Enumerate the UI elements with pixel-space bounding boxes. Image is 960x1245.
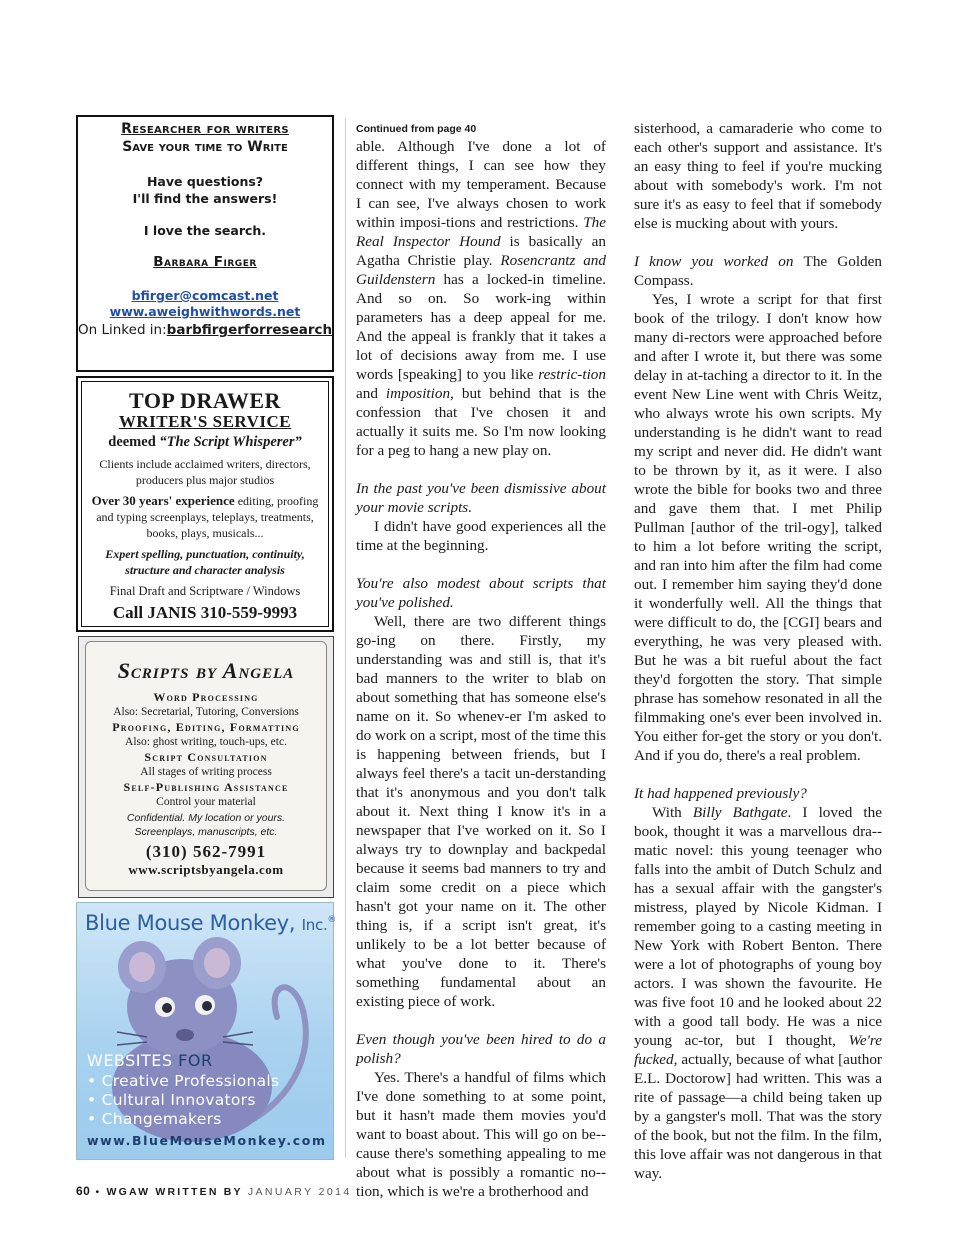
experience-bold: Over 30 years' experience	[91, 493, 235, 508]
registered-mark: ®	[327, 915, 337, 925]
text-run: but behind that is the confession that I've chosen it and actually it suits me. So I'm now looking for a peg to hang a new play on.	[356, 385, 606, 459]
ad-angela-h1: Word Processing	[153, 690, 259, 704]
col1-paragraph-1	[356, 137, 606, 460]
issue-date: JANUARY 2014	[247, 1186, 352, 1198]
ad-researcher-linkedin	[78, 322, 332, 338]
column-divider	[345, 118, 346, 1158]
ad-researcher	[76, 115, 334, 372]
ad-researcher-heading2: Save your time to Write	[122, 139, 288, 155]
ad-angela-italic2: Screenplays, manuscripts, etc.	[134, 826, 278, 838]
ad-researcher-website-link[interactable]: www.aweighwithwords.net	[109, 304, 301, 319]
ad-angela-s4: Control your material	[156, 796, 256, 808]
websites-label: WEBSITES	[87, 1051, 173, 1070]
ad-top-drawer	[76, 376, 334, 632]
interview-answer: Yes, I wrote a script for that first book of the trilogy. I don't know how many di-rectors were approached before and after I wrote it, but there was some delay in at-taching a director to it. In the event New Line went with Chris Weitz, who always wrote his own scripts. My understanding is he didn't want to read my script and never did. He didn't want to be thrown by it, as it were. I also wrote the bible for books two and three and gave them that. I met Philip Pullman [author of the tril-ogy], talked to him a lot before writing the script, and ran into him after the film had come out. I remember him saying they'd done it wonderfully well. All the things that were difficult to do, the [CGI] bears and everything, he was very pleased with. But he was a bit rueful about the fact they'd forgotten the story. That simple phrase has somehow resonated in all the filmmaking one's ever been involved in. You either for-get the story or you don't. And if you do, there's a real problem.	[634, 291, 882, 764]
ad-top-drawer-clients: Clients include acclaimed writers, directors, producers plus major studios	[99, 457, 311, 487]
magazine-name: WGAW WRITTEN BY	[106, 1186, 243, 1198]
brand-suffix: Inc.	[301, 916, 328, 934]
ad-angela-website[interactable]: www.scriptsbyangela.com	[128, 862, 284, 877]
ad-angela-phone: (310) 562-7991	[145, 842, 267, 861]
text-run: is basically an Agatha Christie play.	[356, 233, 606, 269]
question-text: I know you worked on	[634, 253, 804, 270]
ad-bluemouse-bullet-1: • Creative Professionals	[87, 1072, 280, 1090]
text-run: has a locked-in timeline. And so on. So work-ing within parameters has a deep appeal for me. And the appeal is frankly that it takes a lot of decisions away from me. I use words [speaking] to you like	[356, 271, 606, 383]
ad-angela-h3: Script Consultation	[144, 750, 268, 764]
ad-researcher-name: Barbara Firger	[153, 254, 257, 270]
ad-researcher-question1: Have questions?	[146, 174, 264, 189]
article-column-1	[356, 137, 606, 1201]
ad-top-drawer-title: TOP DRAWER	[129, 388, 281, 413]
ad-top-drawer-software: Final Draft and Scriptware / Windows	[109, 584, 301, 598]
play-title: Rosencrantz and Guildenstern	[356, 252, 606, 288]
footer-bullet: •	[95, 1186, 102, 1198]
linkedin-handle-link[interactable]: barbfirgerforresearch	[166, 322, 333, 338]
emphasis: imposition,	[385, 385, 454, 402]
ad-bluemouse-bullet-2: • Cultural Innovators	[87, 1091, 256, 1109]
ad-researcher-question2: I'll find the answers!	[132, 191, 278, 206]
interview-question: Even though you've been hired to do a polish?	[356, 1031, 606, 1067]
ad-blue-mouse-monkey	[76, 902, 337, 1160]
ad-researcher-love: I love the search.	[143, 223, 267, 238]
ad-researcher-heading1: Researcher for writers	[121, 121, 289, 137]
film-title: The Golden Compass.	[634, 253, 882, 289]
interview-answer: Well, there are two different things go-ing on there. Firstly, my understanding was and still is, that it's bad manners to the writer to blab on about something that has someone else's name on it. So whenev-er I'm asked to do work on a script, most of the time this is happening between friends, but I always feel there's a tacit un-derstanding that it's anonymous and you don't talk about it. Next thing I know it's in a newspaper that I've worked on it. So I always try to downplay and backpedal because it seems bad manners to try and claim some credit on a piece which hasn't got your name on it. The other thing is, if a script isn't great, it's unlikely to be a lot better because of what you've done to it. There's something fundamental about an existing piece of work.	[356, 613, 606, 1010]
interview-answer: Yes. There's a handful of films which I've done something to at some point, but it hasn't made them movies you'd want to boast about. This will go on be-cause there's something appealing to me about what is possibly a romantic no-tion, which is we're a brotherhood and	[356, 1069, 606, 1200]
ad-angela-title: Scripts by Angela	[117, 658, 295, 683]
interview-question	[634, 252, 882, 290]
ad-top-drawer-expert: Expert spelling, punctuation, continuity, structure and character analysis	[105, 547, 305, 577]
ad-top-drawer-call: Call JANIS 310-559-9993	[112, 603, 298, 622]
ad-angela-h4: Self-Publishing Assistance	[123, 780, 289, 794]
ad-angela-s3: All stages of writing process	[140, 766, 272, 778]
brand-name: Blue Mouse Monkey,	[85, 911, 296, 935]
ad-top-drawer-experience	[82, 493, 328, 541]
ad-top-drawer-subtitle: WRITER'S SERVICE	[118, 412, 292, 431]
text-run: With	[652, 804, 693, 821]
ad-researcher-email-link[interactable]: bfirger@comcast.net	[131, 288, 279, 303]
interview-answer: I didn't have good experiences all the time at the beginning.	[356, 518, 606, 554]
page-number: 60	[76, 1184, 91, 1198]
film-title: Billy Bathgate	[692, 804, 788, 821]
experience-rest: editing, proofing and typing screenplays, teleplays, treatments, books, plays, musicals...	[96, 494, 319, 540]
linkedin-prefix: On Linked in:	[78, 322, 167, 338]
text-run: and	[356, 385, 386, 402]
continued-from-label: Continued from page 40	[356, 123, 477, 135]
ad-bluemouse-websites-for	[87, 1051, 213, 1070]
col2-paragraph-0: sisterhood, a camaraderie who come to each other's support and assistance. It's an easy thing to feel if you're mucking about with somebody's work. I'm not sure it's as easy to feel that if somebody else is mucking about with yours.	[634, 120, 882, 232]
interview-question: In the past you've been dismissive about your movie scripts.	[356, 480, 606, 516]
ad-angela-s1: Also: Secretarial, Tutoring, Conversions	[113, 706, 299, 718]
emphasis: We're fucked,	[634, 1032, 882, 1068]
ad-top-drawer-tagline	[82, 434, 328, 451]
interview-question: It had happened previously?	[634, 785, 807, 802]
ad-angela-s2: Also: ghost writing, touch-ups, etc.	[125, 736, 287, 748]
text-run: . I loved the book, thought it was a marvellous dra-matic novel: this young teenager who falls into the ambit of Dutch Schulz and has a sexual affair with the gangster's mistress, played by Nicole Kidman. I remember going to a casting meeting in New York with Robert Benton. There were a lot of photographs of young boy actors. I was shown the favourite. He was five foot 10 and he looked about 22 with a good tall body. He was a nice young ac-tor, but I thought,	[634, 804, 882, 1049]
ad-angela-h2: Proofing, Editing, Formatting	[112, 720, 300, 734]
text-run: able. Although I've done a lot of different things, I can see how they connect with my temperament. Because I can see, I've always chosen to work within imposi-tions and restrictions.	[356, 138, 606, 231]
ad-bluemouse-bullet-3: • Changemakers	[87, 1110, 222, 1128]
ad-bluemouse-url[interactable]: www.BlueMouseMonkey.com	[87, 1133, 327, 1148]
ad-bluemouse-brand	[85, 911, 336, 935]
interview-answer	[634, 803, 882, 1183]
text-run: actually, because of what [author E.L. Doctorow] had written. This was a rite of passage—a child being taken up by a gangster's moll. That was the story of the book, but not the film. In the film, this love affair was not dangerous in that way.	[634, 1051, 882, 1182]
tagline-prefix: deemed	[108, 434, 160, 450]
play-title: The Real Inspector Hound	[356, 214, 606, 250]
scroll-background	[85, 641, 327, 891]
emphasis: restric-tion	[538, 366, 606, 383]
for-label: FOR	[178, 1051, 213, 1070]
ad-scripts-by-angela	[78, 636, 334, 898]
article-column-2	[634, 119, 882, 1183]
interview-question: You're also modest about scripts that you've polished.	[356, 575, 606, 611]
tagline-quote: “The Script Whisperer”	[159, 434, 302, 450]
ad-top-drawer-frame	[81, 381, 329, 627]
ad-angela-italic1: Confidential. My location or yours.	[126, 812, 286, 824]
page-footer	[76, 1184, 352, 1198]
